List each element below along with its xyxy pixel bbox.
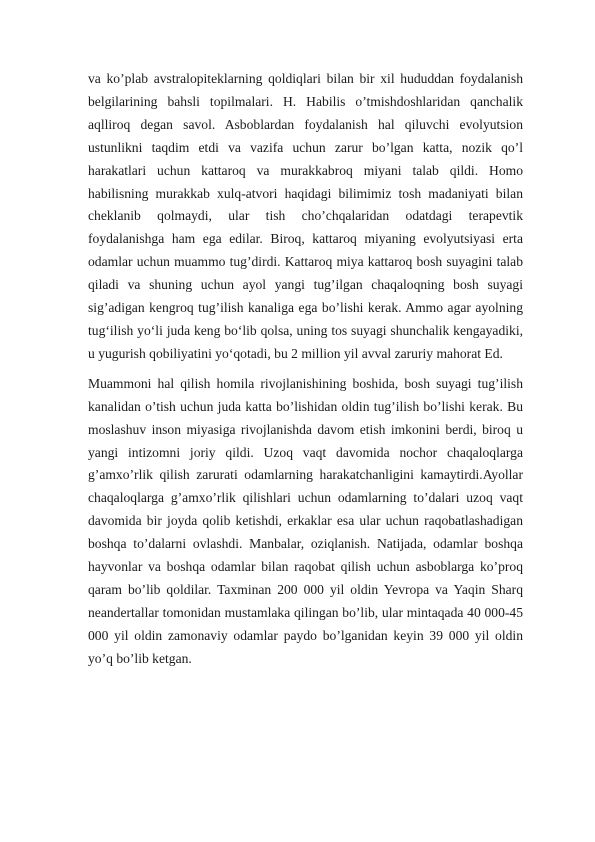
paragraph-1: va ko’plab avstralopiteklarning qoldiqlari bilan bir xil hududdan foydalanish belgilarining bahsli topilmalari. H. Habilis o’tmishdoshlaridan qanchalik aqlliroq degan savol. Asboblardan foydalanish hal qiluvchi evolyutsion ustunlikni taqdim etdi va vazifa uchun zarur bo’lgan katta, nozik qo’l harakatlari uchun kattaroq va murakkabroq miyani talab qildi. Homo habilisning murakkab xulq-atvori haqidagi bilimimiz tosh madaniyati bilan cheklanib qolmaydi, ular tish cho’chqalaridan odatdagi terapevtik foydalanishga ham ega edilar. Biroq, kattaroq miyaning evolyutsiyasi erta odamlar uchun muammo tug’dirdi. Kattaroq miya kattaroq bosh suyagini talab qiladi va shuning uchun ayol yangi tug’ilgan chaqaloqning bosh suyagi sig’adigan kengroq tug’ilish kanaliga ega bo’lishi kerak. Ammo agar ayolning tug‘ilish yo‘li juda keng bo‘lib qolsa, uning tos suyagi shunchalik kengayadiki, u yugurish qobiliyatini yo‘qotadi, bu 2 million yil avval zaruriy mahorat Ed.: [88, 71, 523, 361]
paragraph-2: Muammoni hal qilish homila rivojlanishining boshida, bosh suyagi tug’ilish kanalidan o’tish uchun juda katta bo’lishidan oldin tug’ilish bo’lishi kerak. Bu moslashuv inson miyasiga rivojlanishda davom etish imkonini berdi, biroq u yangi intizomni joriy qildi. Uzoq vaqt davomida nochor chaqaloqlarga g’amxo’rlik qilish zarurati odamlarning harakatchanligini kamaytirdi.Ayollar chaqaloqlarga g’amxo’rlik qilishlari uchun odamlarning to’dalari uzoq vaqt davomida bir joyda qolib ketishdi, erkaklar esa ular uchun raqobatlashadigan boshqa to’dalarni ovlashdi. Manbalar, oziqlanish. Natijada, odamlar boshqa hayvonlar va boshqa odamlar bilan raqobat qilish uchun asboblarga ko’proq qaram bo’lib qoldilar. Taxminan 200 000 yil oldin Yevropa va Yaqin Sharq neandertallar tomonidan mustamlaka qilingan bo’lib, ular mintaqada 40 000-45 000 yil oldin zamonaviy odamlar paydo bo’lganidan keyin 39 000 yil oldin yo’q bo’lib ketgan.: [88, 375, 523, 666]
body-text: [88, 68, 523, 671]
